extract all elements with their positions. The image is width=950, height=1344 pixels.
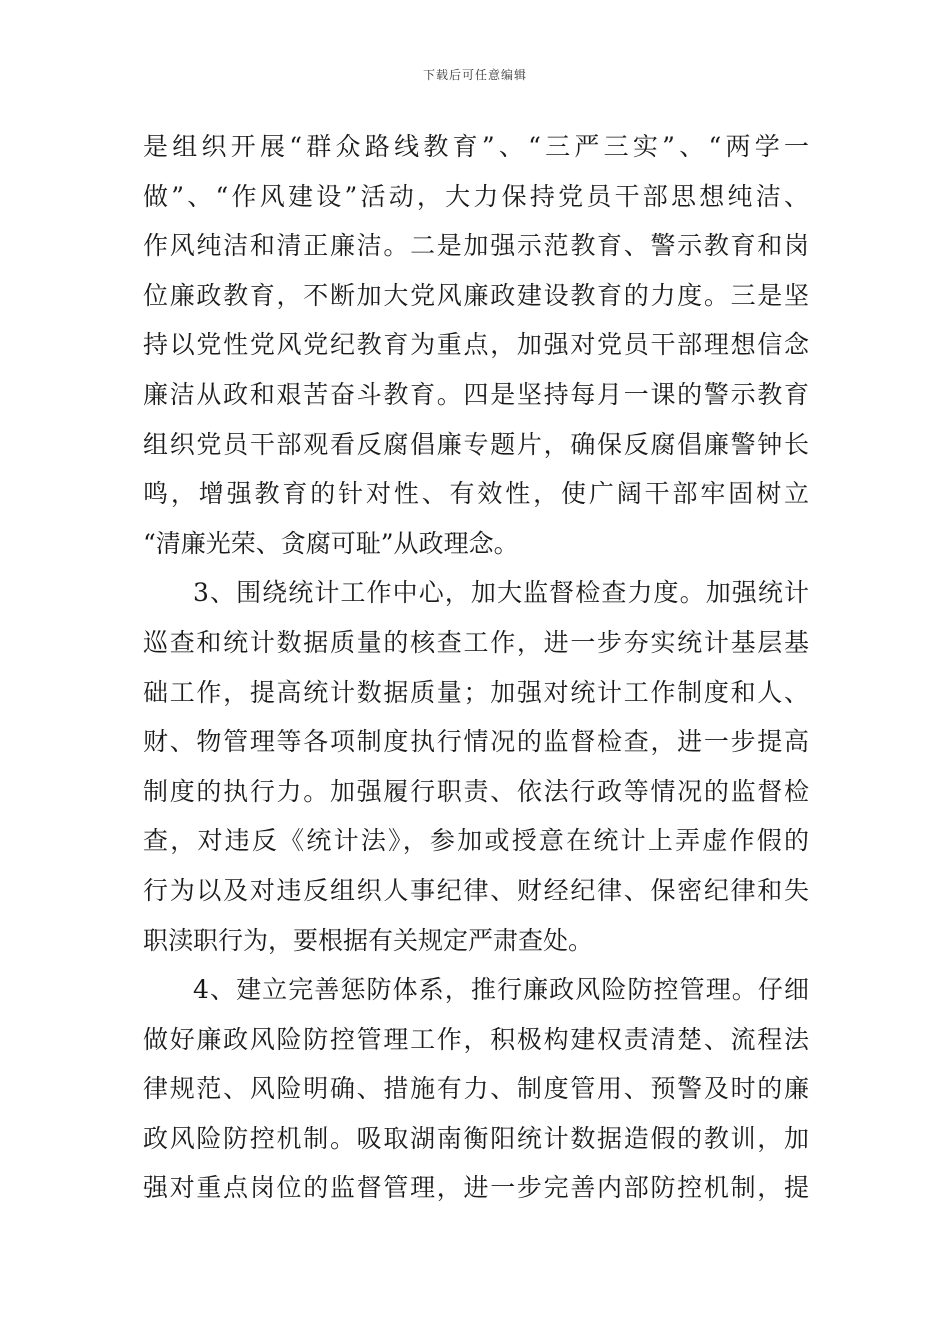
text-line: 础工作，提高统计数据质量；加强对统计工作制度和人、 <box>143 677 809 707</box>
text-line: 做好廉政风险防控管理工作，积极构建权责清楚、流程法 <box>143 1024 809 1054</box>
text-line: 持以党性党风党纪教育为重点，加强对党员干部理想信念 <box>143 330 809 360</box>
text-line: 鸣，增强教育的针对性、有效性，使广阔干部牢固树立 <box>143 479 809 509</box>
paragraph-end-line: “清廉光荣、贪腐可耻”从政理念。 <box>143 528 519 558</box>
text-line: 查，对违反《统计法》，参加或授意在统计上弄虚作假的 <box>143 826 809 856</box>
page-header: 下载后可任意编辑 <box>422 68 527 82</box>
text-line: 行为以及对违反组织人事纪律、财经纪律、保密纪律和失 <box>143 875 809 905</box>
text-line: 政风险防控机制。吸取湖南衡阳统计数据造假的教训，加 <box>143 1123 809 1153</box>
paragraph-end-line: 职渎职行为，要根据有关规定严肃查处。 <box>143 925 594 955</box>
text-line: 廉洁从政和艰苦奋斗教育。四是坚持每月一课的警示教育 <box>143 379 809 409</box>
text-line: 做”、“作风建设”活动，大力保持党员干部思想纯洁、 <box>143 181 809 211</box>
text-line: 强对重点岗位的监督管理，进一步完善内部防控机制，提 <box>143 1173 809 1203</box>
text-line: 巡查和统计数据质量的核查工作，进一步夯实统计基层基 <box>143 627 809 657</box>
text-line: 律规范、风险明确、措施有力、制度管用、预警及时的廉 <box>143 1074 809 1104</box>
text-line: 组织党员干部观看反腐倡廉专题片，确保反腐倡廉警钟长 <box>143 429 809 459</box>
text-line: 制度的执行力。加强履行职责、依法行政等情况的监督检 <box>143 776 809 806</box>
paragraph-start-line: 4、建立完善惩防体系，推行廉政风险防控管理。仔细 <box>193 975 809 1005</box>
text-line: 作风纯洁和清正廉洁。二是加强示范教育、警示教育和岗 <box>143 231 809 261</box>
text-line: 财、物管理等各项制度执行情况的监督检查，进一步提高 <box>143 727 809 757</box>
paragraph-start-line: 3、围绕统计工作中心，加大监督检查力度。加强统计 <box>193 578 809 608</box>
document-body <box>143 122 809 1213</box>
text-line: 是组织开展“群众路线教育”、“三严三实”、“两学一 <box>143 132 809 161</box>
text-line: 位廉政教育，不断加大党风廉政建设教育的力度。三是坚 <box>143 280 809 310</box>
